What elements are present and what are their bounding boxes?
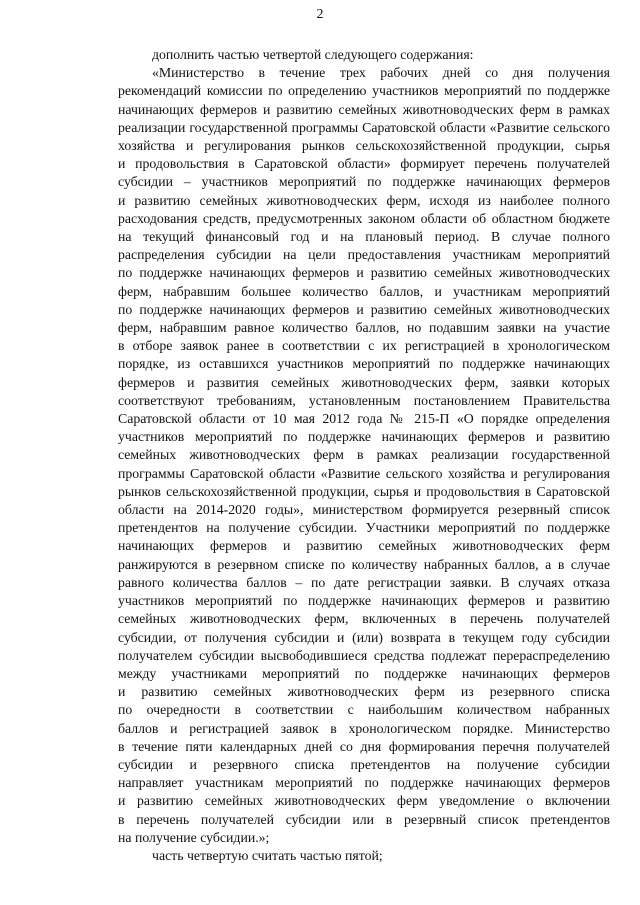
text-line: и развитию семейных животноводческих ферм, исходя из наиболее полного <box>118 192 610 208</box>
text-line: области на 2014-2020 годы», министерством формируется резервный список <box>118 502 610 518</box>
paragraph <box>84 64 610 847</box>
text-line: хозяйства и регулирования рынков сельскохозяйственной продукции, сырья <box>118 138 610 154</box>
text-line: на получение субсидии.»; <box>118 829 270 845</box>
text-line: фермеров и развития семейных животноводческих ферм, заявки которых <box>118 374 610 390</box>
text-line: участников мероприятий по поддержке начинающих фермеров и развитию <box>118 429 610 445</box>
text-line: распределения субсидии на цели предоставления участникам мероприятий <box>118 247 610 263</box>
text-line: начинающих фермеров и развитию семейных животноводческих ферм в рамках <box>118 101 610 117</box>
text-line: в перечень получателей субсидии или в резервный список претендентов <box>118 811 610 827</box>
text-line: по поддержке начинающих фермеров и развитию семейных животноводческих <box>118 265 610 281</box>
text-line: и продовольствия в Саратовской области» формирует перечень получателей <box>118 156 610 172</box>
text-line: в отборе заявок ранее в соответствии с их регистрацией в хронологическом <box>118 338 610 354</box>
document-body <box>84 46 610 865</box>
text-line: рекомендаций комиссии по определению участников мероприятий по поддержке <box>118 83 610 99</box>
page-number: 2 <box>316 7 324 22</box>
text-line: рынков сельскохозяйственной продукции, сырья и продовольствия в Саратовской <box>118 483 610 499</box>
text-line: субсидии и резервного списка претендентов на получение субсидии <box>118 756 610 772</box>
text-line: на текущий финансовый год и на плановый период. В случае полного <box>118 229 610 245</box>
text-line: программы Саратовской области «Развитие сельского хозяйства и регулирования <box>118 465 610 481</box>
text-line: дополнить частью четвертой следующего содержания: <box>152 47 474 62</box>
text-line: Саратовской области от 10 мая 2012 года № 215-П «О порядке определения <box>118 411 610 427</box>
text-line: получателем субсидии высвободившиеся средства подлежат перераспределению <box>118 647 610 663</box>
text-line: и развитию семейных животноводческих ферм из резервного списка <box>118 684 610 700</box>
text-line: соответствуют требованиям, установленным постановлением Правительства <box>118 392 610 408</box>
text-line: равного количества баллов – по дате регистрации заявки. В случаях отказа <box>118 574 610 590</box>
text-line: порядке, из оставшихся участников мероприятий по поддержке начинающих <box>118 356 610 372</box>
text-line: претендентов на получение субсидии. Участники мероприятий по поддержке <box>118 520 610 536</box>
text-line: участников мероприятий по поддержке начинающих фермеров и развитию <box>118 593 610 609</box>
text-line: по поддержке начинающих фермеров и развитию семейных животноводческих <box>118 301 610 317</box>
text-line: начинающих фермеров и развитию семейных животноводческих ферм <box>118 538 610 554</box>
text-line: в течение пяти календарных дней со дня формирования перечня получателей <box>118 738 610 754</box>
text-line: ферм, набравшим равное количество баллов, но подавшим заявки на участие <box>118 320 610 336</box>
text-line: и развитию семейных животноводческих ферм уведомление о включении <box>118 793 610 809</box>
text-line: баллов и регистрацией заявок в хронологическом порядке. Министерство <box>118 720 610 736</box>
paragraph <box>84 46 610 64</box>
text-line: «Министерство в течение трех рабочих дней со дня получения <box>152 65 610 81</box>
text-line: семейных животноводческих ферм в рамках реализации государственной <box>118 447 610 463</box>
text-line: между участниками мероприятий по поддержке начинающих фермеров <box>118 665 610 681</box>
paragraph <box>84 847 610 865</box>
text-line: субсидии – участников мероприятий по поддержке начинающих фермеров <box>118 174 610 190</box>
text-line: ферм, набравшим большее количество баллов, и участникам мероприятий <box>118 283 610 299</box>
text-line: субсидии, от получения субсидии и (или) возврата в текущем году субсидии <box>118 629 610 645</box>
text-line: по очередности в соответствии с наибольшим количеством набранных <box>118 702 610 718</box>
text-line: расходования средств, предусмотренных законом области об областном бюджете <box>118 210 610 226</box>
text-line: семейных животноводческих ферм, включенных в перечень получателей <box>118 611 610 627</box>
text-line: часть четвертую считать частью пятой; <box>152 847 383 863</box>
text-line: реализации государственной программы Саратовской области «Развитие сельского <box>118 119 610 135</box>
text-line: направляет участникам мероприятий по поддержке начинающих фермеров <box>118 775 610 791</box>
text-line: ранжируются в резервном списке по количеству набранных баллов, а в случае <box>118 556 610 572</box>
